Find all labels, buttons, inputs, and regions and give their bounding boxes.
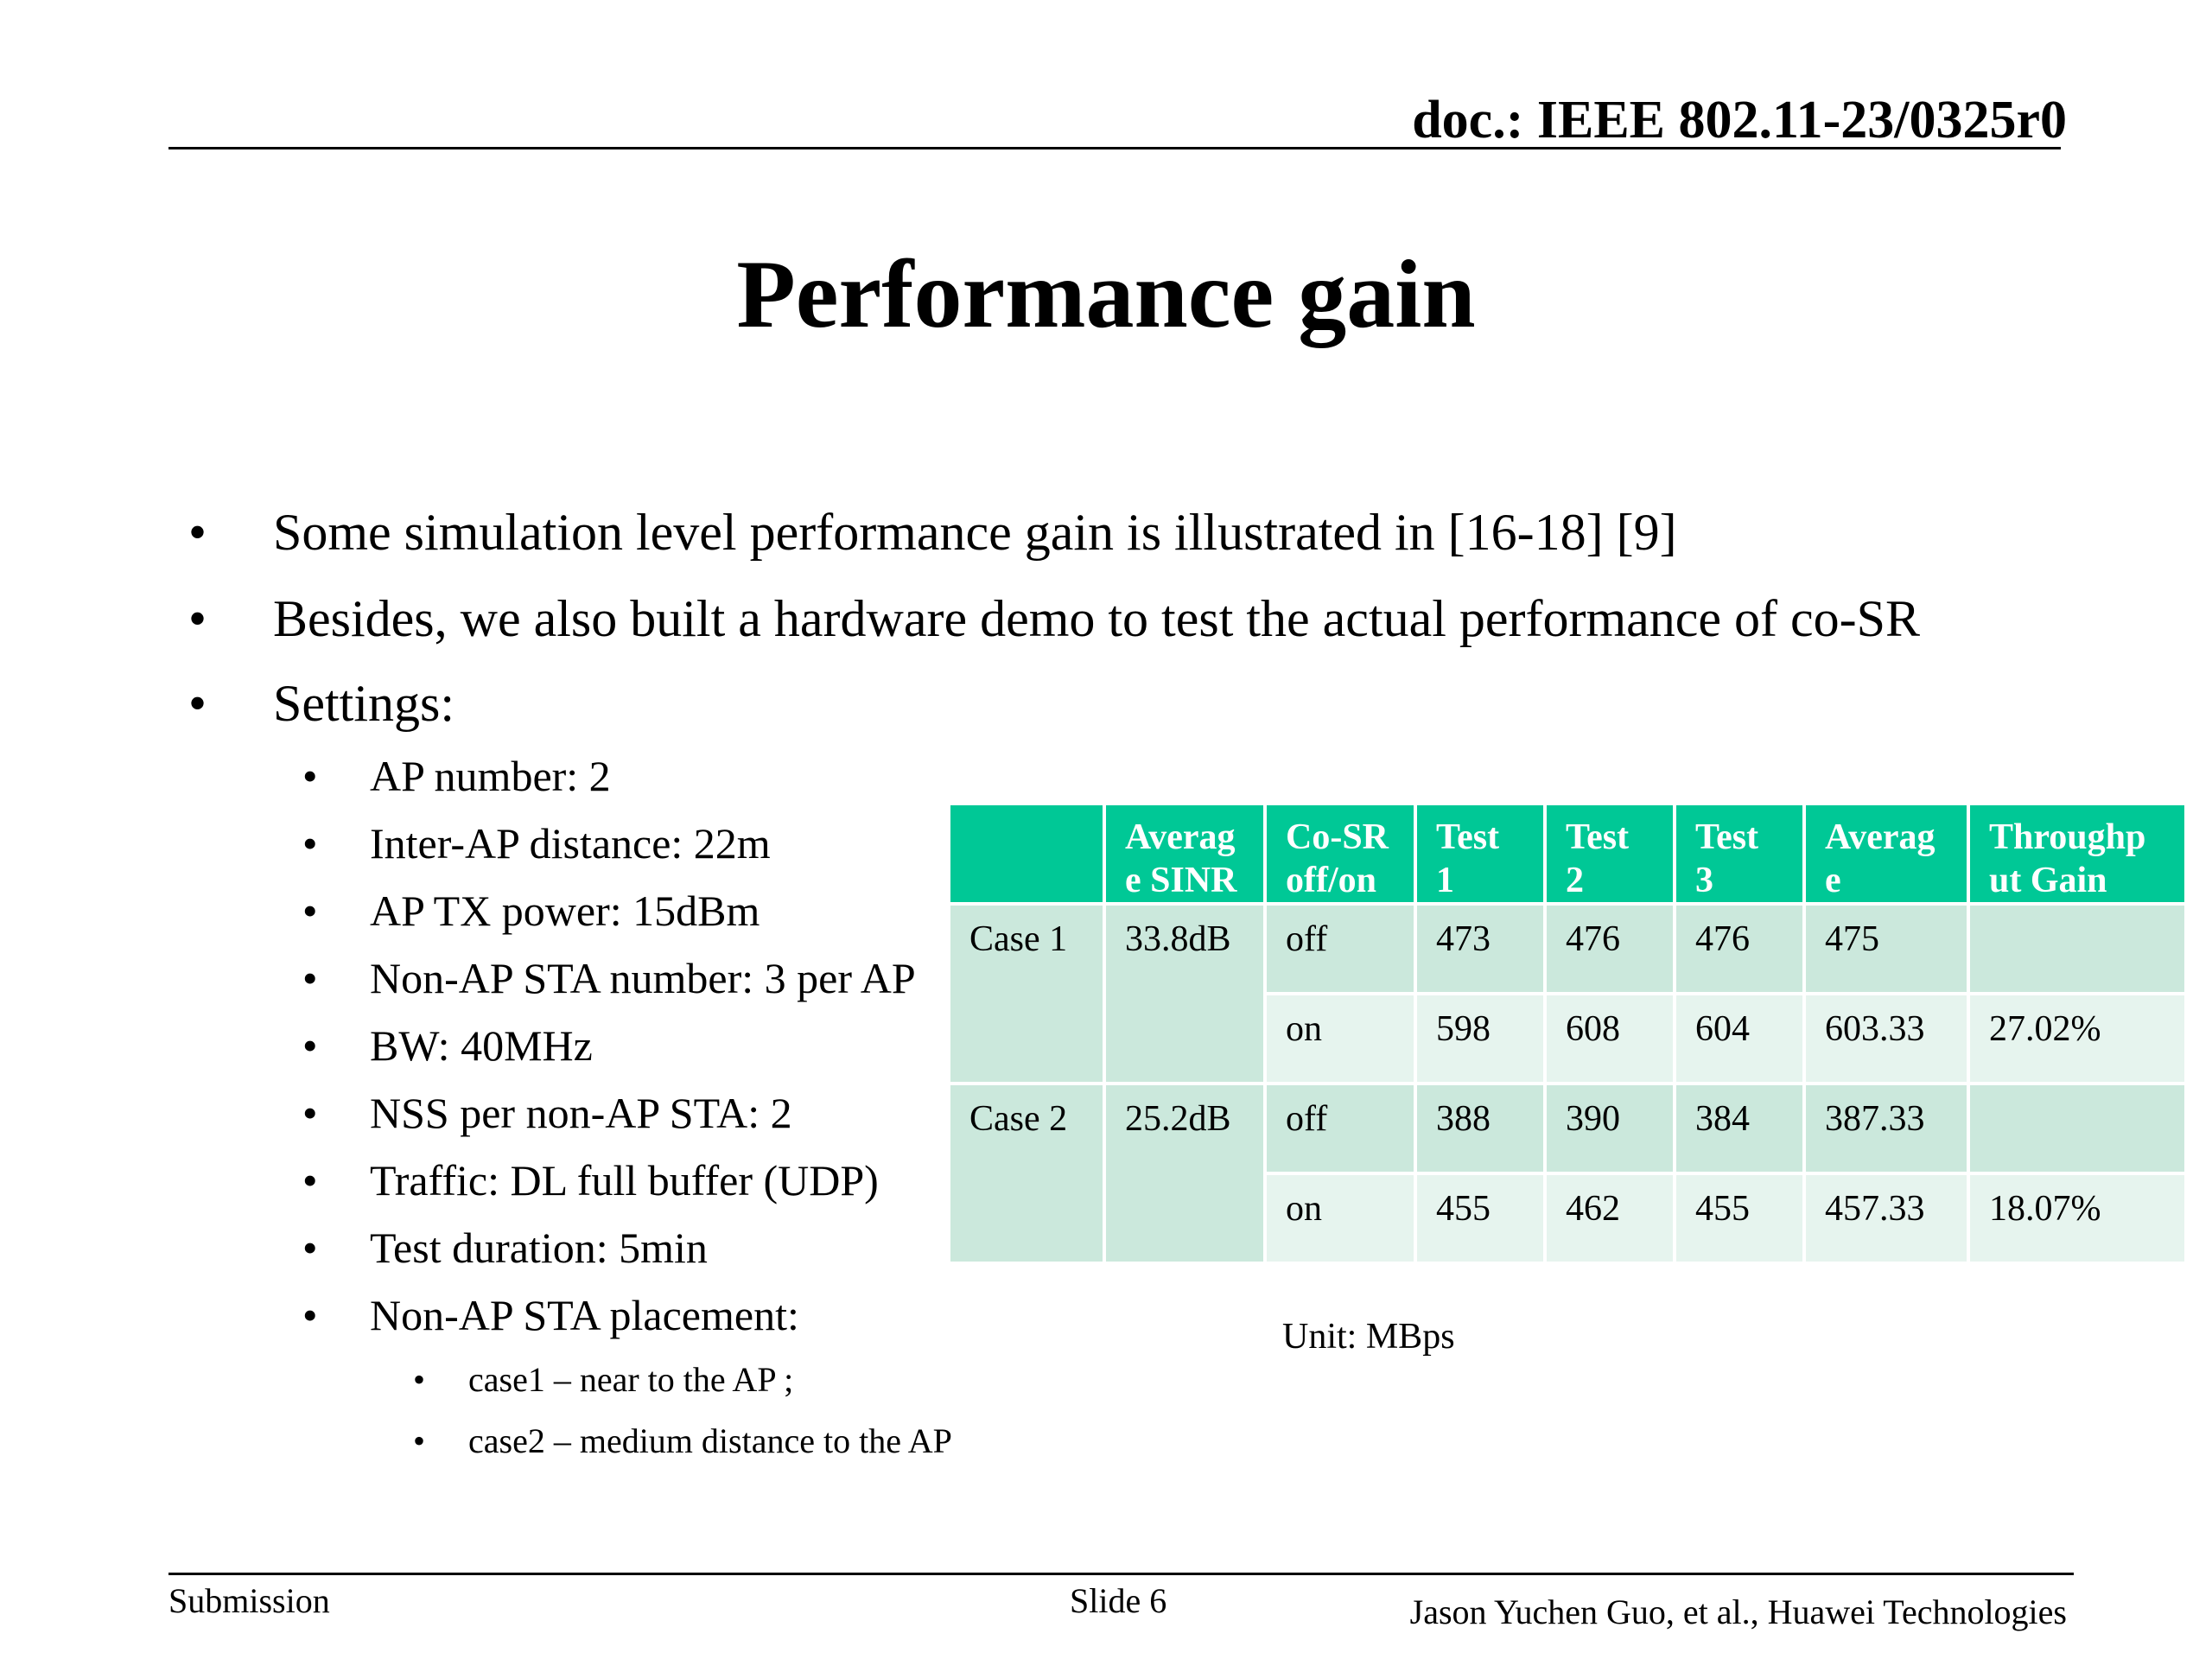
bullet-marker: • — [302, 752, 318, 800]
value-cell: 457.33 — [1804, 1173, 1968, 1263]
value-cell: 462 — [1545, 1173, 1675, 1263]
value-cell: 455 — [1675, 1173, 1804, 1263]
table-header-row — [949, 804, 2186, 904]
footer-rule — [168, 1573, 2074, 1575]
header-rule — [168, 147, 2061, 149]
footer-slide-number: Slide 6 — [1070, 1581, 1167, 1620]
header-cell: Co-SR off/on — [1265, 804, 1415, 904]
value-cell: 598 — [1415, 994, 1545, 1084]
footer-submission: Submission — [168, 1581, 330, 1620]
value-cell: 475 — [1804, 904, 1968, 994]
bullet-marker: • — [413, 1421, 426, 1460]
gain-cell — [1968, 1084, 2186, 1173]
value-cell: 390 — [1545, 1084, 1675, 1173]
mode-cell: on — [1265, 994, 1415, 1084]
gain-cell: 18.07% — [1968, 1173, 2186, 1263]
value-cell: 603.33 — [1804, 994, 1968, 1084]
bullet-marker: • — [302, 819, 318, 868]
setting-item: Inter-AP distance: 22m — [370, 819, 771, 868]
header-cell: Test 1 — [1415, 804, 1545, 904]
gain-cell: 27.02% — [1968, 994, 2186, 1084]
bullet-marker: • — [302, 954, 318, 1002]
setting-item: NSS per non-AP STA: 2 — [370, 1089, 792, 1137]
doc-id: doc.: IEEE 802.11-23/0325r0 — [1412, 91, 2067, 149]
bullet-marker: • — [302, 1089, 318, 1137]
bullet-marker: • — [302, 1224, 318, 1272]
header-cell: Test 2 — [1545, 804, 1675, 904]
setting-item: AP number: 2 — [370, 752, 611, 800]
mode-cell: on — [1265, 1173, 1415, 1263]
table-row — [949, 904, 2186, 994]
results-table — [947, 802, 2188, 1265]
sinr-cell: 25.2dB — [1104, 1084, 1265, 1263]
slide-title: Performance gain — [736, 241, 1476, 348]
bullet-marker: • — [413, 1360, 426, 1399]
value-cell: 388 — [1415, 1084, 1545, 1173]
setting-item: Traffic: DL full buffer (UDP) — [370, 1156, 879, 1205]
footer-authors: Jason Yuchen Guo, et al., Huawei Technologies — [1409, 1592, 2067, 1631]
case-name-cell: Case 2 — [949, 1084, 1104, 1263]
placement-item: case1 – near to the AP ; — [468, 1360, 794, 1399]
placement-item: case2 – medium distance to the AP — [468, 1421, 952, 1460]
bullet-marker: • — [188, 590, 207, 647]
header-cell: Average — [1804, 804, 1968, 904]
mode-cell: off — [1265, 1084, 1415, 1173]
setting-item: Non-AP STA number: 3 per AP — [370, 954, 916, 1002]
mode-cell: off — [1265, 904, 1415, 994]
bullet-marker: • — [188, 504, 207, 561]
bullet-text: Settings: — [273, 675, 455, 732]
bullet-marker: • — [302, 1291, 318, 1339]
value-cell: 387.33 — [1804, 1084, 1968, 1173]
bullet-marker: • — [302, 887, 318, 935]
header-cell: Throughput Gain — [1968, 804, 2186, 904]
header-cell: Test 3 — [1675, 804, 1804, 904]
value-cell: 476 — [1675, 904, 1804, 994]
case-name-cell: Case 1 — [949, 904, 1104, 1084]
value-cell: 473 — [1415, 904, 1545, 994]
value-cell: 384 — [1675, 1084, 1804, 1173]
bullet-text: Besides, we also built a hardware demo to test the actual performance of co-SR — [273, 590, 1921, 647]
table-row — [949, 1084, 2186, 1173]
setting-item: AP TX power: 15dBm — [370, 887, 760, 935]
unit-note: Unit: MBps — [1282, 1317, 1455, 1357]
bullet-marker: • — [188, 675, 207, 732]
bullet-marker: • — [302, 1156, 318, 1205]
gain-cell — [1968, 904, 2186, 994]
setting-item: Non-AP STA placement: — [370, 1291, 799, 1339]
value-cell: 455 — [1415, 1173, 1545, 1263]
bullet-text: Some simulation level performance gain is illustrated in [16-18] [9] — [273, 504, 1677, 561]
value-cell: 476 — [1545, 904, 1675, 994]
header-cell: Average SINR — [1104, 804, 1265, 904]
value-cell: 604 — [1675, 994, 1804, 1084]
header-cell — [949, 804, 1104, 904]
setting-item: Test duration: 5min — [370, 1224, 708, 1272]
bullet-marker: • — [302, 1021, 318, 1070]
setting-item: BW: 40MHz — [370, 1021, 593, 1070]
value-cell: 608 — [1545, 994, 1675, 1084]
sinr-cell: 33.8dB — [1104, 904, 1265, 1084]
